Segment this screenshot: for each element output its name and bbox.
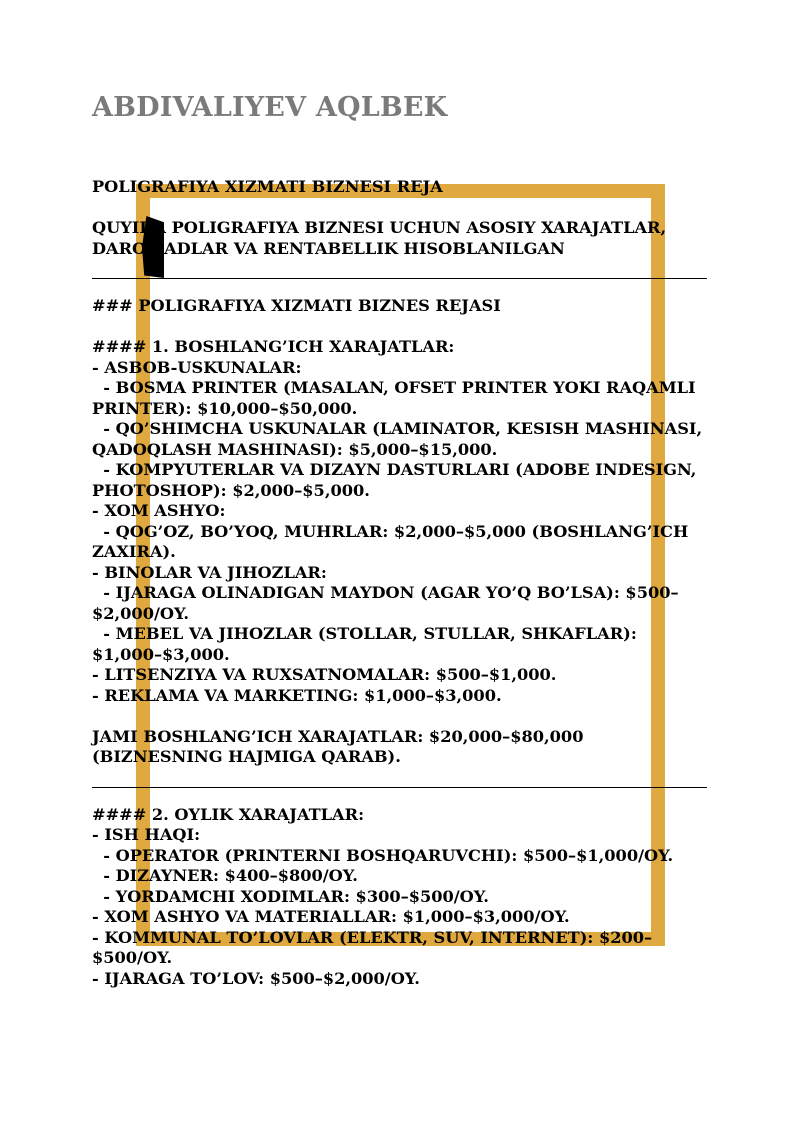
list-item: - IJARAGA OLINADIGAN MAYDON (AGAR YO’Q BO’LSA): $500–$2,000/OY. [92,583,679,623]
divider [92,787,707,788]
section-1-total: JAMI BOSHLANG’ICH XARAJATLAR: $20,000–$80,000 (BIZNESNING HAJMIGA QARAB). [92,726,590,766]
intro-paragraph: QUYIDA POLIGRAFIYA BIZNESI UCHUN ASOSIY XARAJATLAR, DAROMADLAR VA RENTABELLIK HISOBLANILGAN [92,218,672,258]
list-item: - IJARAGA TO’LOV: $500–$2,000/OY. [92,968,420,988]
list-item: - YORDAMCHI XODIMLAR: $300–$500/OY. [92,886,489,906]
list-item: - REKLAMA VA MARKETING: $1,000–$3,000. [92,685,502,705]
section-1-heading: #### 1. BOSHLANG’ICH XARAJATLAR: [92,337,455,356]
list-item: - BOSMA PRINTER (MASALAN, OFSET PRINTER YOKI RAQAMLI PRINTER): $10,000–$50,000. [92,378,702,418]
list-item: - ASBOB-USKUNALAR: [92,357,302,377]
section-2-heading: #### 2. OYLIK XARAJATLAR: [92,804,365,824]
list-item: - DIZAYNER: $400–$800/OY. [92,866,358,885]
list-item: - XOM ASHYO VA MATERIALLAR: $1,000–$3,000/OY. [92,907,570,926]
list-item: - BINOLAR VA JIHOZLAR: [92,562,327,582]
author-name: ABDIVALIYEV AQLBEK [92,92,448,123]
list-item: - LITSENZIYA VA RUXSATNOMALAR: $500–$1,000. [92,665,557,684]
list-item: - KOMMUNAL TO’LOVLAR (ELEKTR, SUV, INTERNET): $200–$500/OY. [92,927,653,967]
document-title: POLIGRAFIYA XIZMATI BIZNESI REJA [92,177,443,196]
list-item: - ISH HAQI: [92,825,201,844]
list-item: - OPERATOR (PRINTERNI BOSHQARUVCHI): $500–$1,000/OY. [92,845,674,865]
list-item: - MEBEL VA JIHOZLAR (STOLLAR, STULLAR, SHKAFLAR): $1,000–$3,000. [92,624,643,664]
list-item: - XOM ASHYO: [92,501,226,520]
list-item: - QO’SHIMCHA USKUNALAR (LAMINATOR, KESISH MASHINASI, QADOQLASH MASHINASI): $5,000–$15,000. [92,419,708,459]
list-item: - QOG’OZ, BO’YOQ, MUHRLAR: $2,000–$5,000 (BOSHLANG’ICH ZAXIRA). [92,521,694,561]
plan-heading: ### POLIGRAFIYA XIZMATI BIZNES REJASI [92,296,501,315]
divider [92,278,707,279]
document-body [92,177,712,989]
list-item: - KOMPYUTERLAR VA DIZAYN DASTURLARI (ADOBE INDESIGN, PHOTOSHOP): $2,000–$5,000. [92,460,703,500]
